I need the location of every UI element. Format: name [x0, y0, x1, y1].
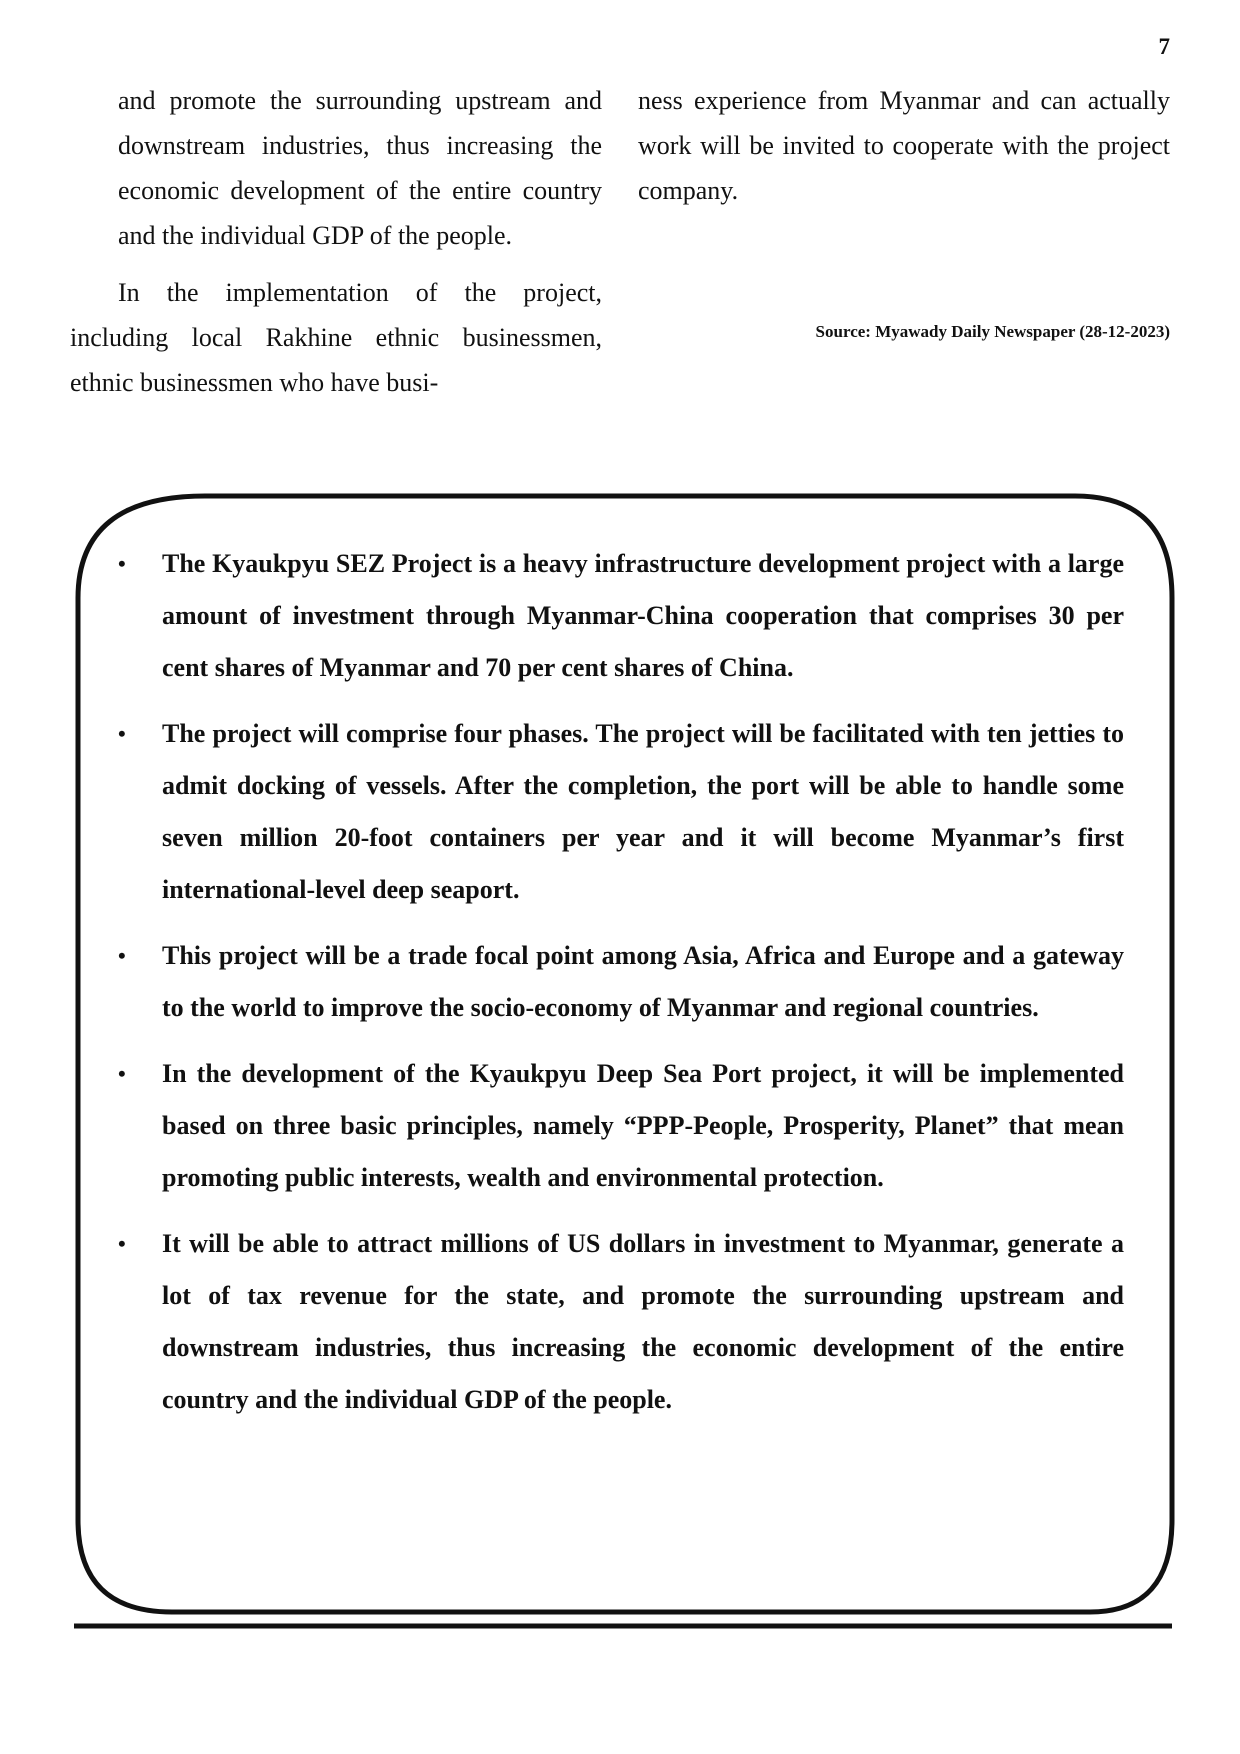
source-citation: Source: Myawady Daily Newspaper (28-12-2023)	[815, 322, 1170, 341]
summary-item-4	[112, 1048, 1124, 1204]
summary-item-text: The Kyaukpyu SEZ Project is a heavy infrastructure development project with a large amount of investment through Myanmar-China cooperation that comprises 30 per cent shares of Myanmar and 70 per cent shares of China.	[162, 549, 1124, 682]
left-paragraph-1: and promote the surrounding upstream and downstream industries, thus increasing the economic development of the entire country and the individual GDP of the people.	[118, 86, 602, 250]
right-paragraph-1: ness experience from Myanmar and can actually work will be invited to cooperate with the project company.	[638, 86, 1170, 205]
bullet-glyph: •	[118, 551, 126, 576]
bullet-glyph: •	[118, 943, 126, 968]
left-paragraph-2: In the implementation of the project, including local Rakhine ethnic businessmen, ethnic businessmen who have busi-	[70, 278, 602, 397]
bullet-glyph: •	[118, 1231, 126, 1256]
summary-item-text: In the development of the Kyaukpyu Deep Sea Port project, it will be implemented based on three basic principles, namely “PPP-People, Prosperity, Planet” that mean promoting public interests, wealth and environmental protection.	[162, 1059, 1124, 1192]
summary-item-3	[112, 930, 1124, 1034]
bullet-glyph: •	[118, 1061, 126, 1086]
summary-item-text: It will be able to attract millions of US dollars in investment to Myanmar, generate a lot of tax revenue for the state, and promote the surrounding upstream and downstream industries, thus increasing the economic development of the entire country and the individual GDP of the people.	[162, 1229, 1124, 1414]
summary-item-2	[112, 708, 1124, 916]
summary-item-text: This project will be a trade focal point among Asia, Africa and Europe and a gateway to the world to improve the socio-economy of Myanmar and regional countries.	[162, 941, 1124, 1022]
summary-item-5	[112, 1218, 1124, 1426]
summary-bullet-list	[112, 538, 1124, 1440]
summary-item-text: The project will comprise four phases. The project will be facilitated with ten jetties to admit docking of vessels. After the completion, the port will be able to handle some seven million 20-foot containers per year and it will become Myanmar’s first international-level deep seaport.	[162, 719, 1124, 904]
bullet-glyph: •	[118, 721, 126, 746]
summary-item-1	[112, 538, 1124, 694]
page-number: 7	[1158, 34, 1170, 59]
